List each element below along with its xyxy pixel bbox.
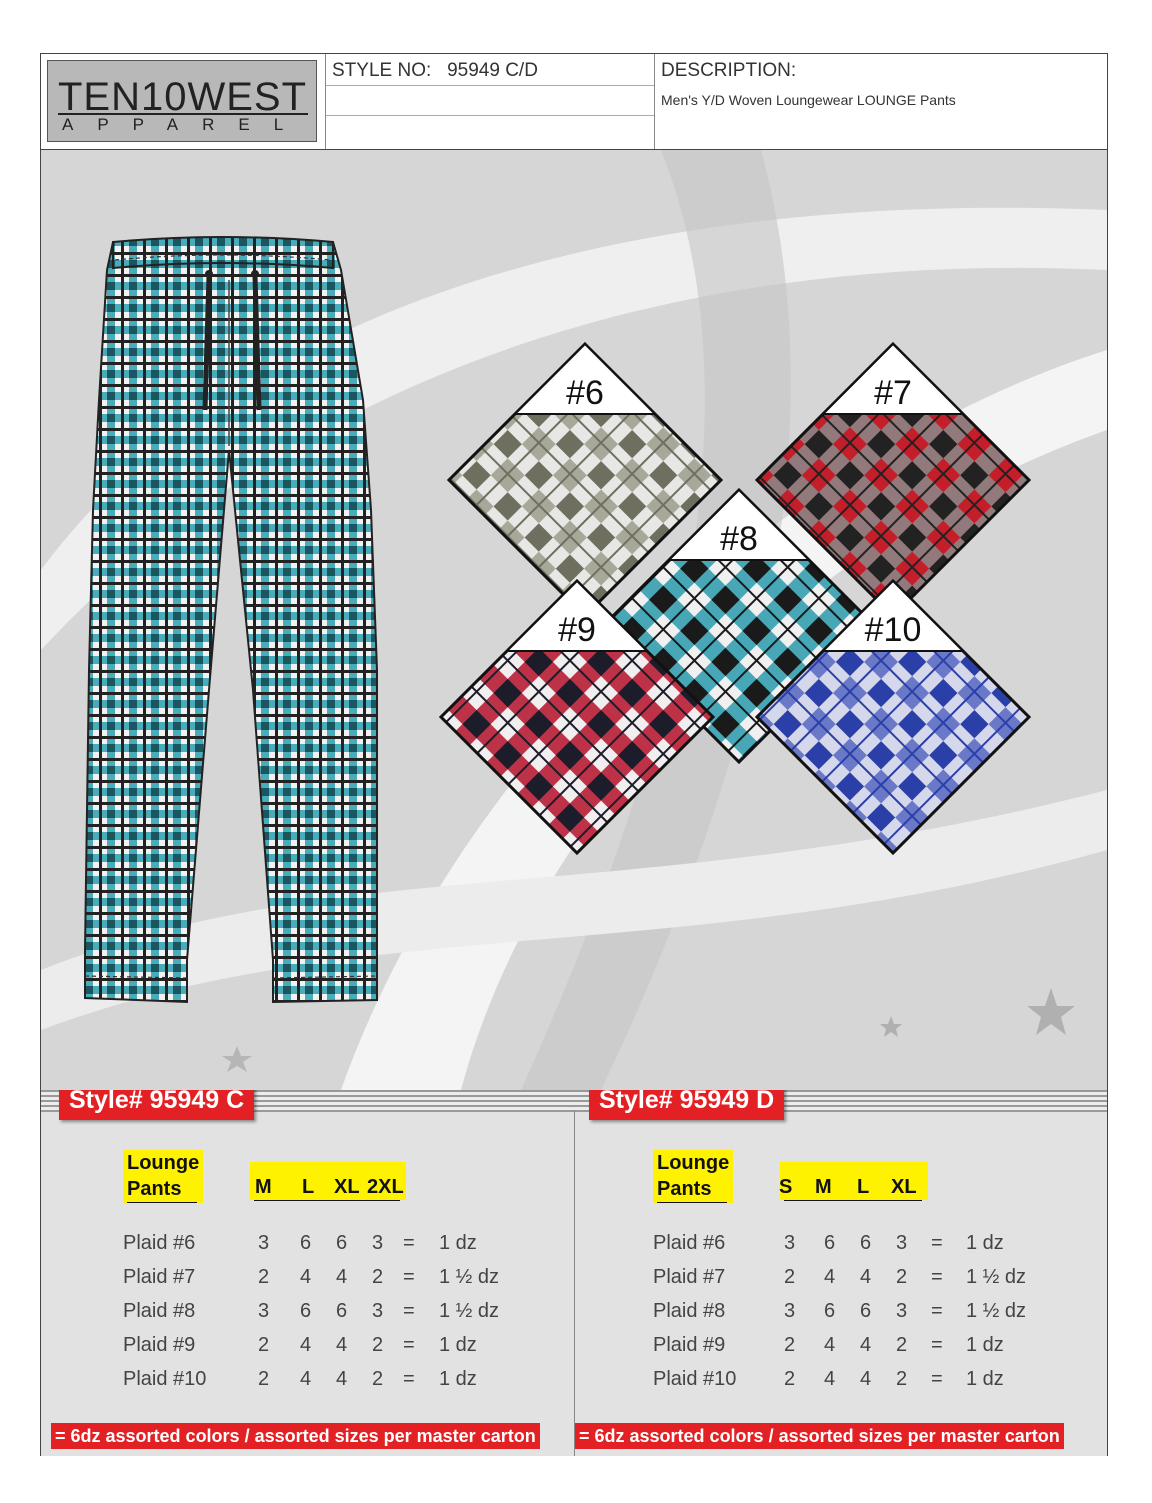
total-cell: 1 ½ dz [966,1300,1027,1322]
qty-cell: 6 [860,1232,872,1254]
qty-cell: 4 [300,1368,312,1390]
qty-cell: 4 [860,1266,872,1288]
qty-cell: 6 [300,1232,312,1254]
qty-cell: 4 [824,1334,836,1356]
product-line-1: Lounge [127,1152,200,1174]
sheet-header [41,54,1107,150]
qty-cell: 6 [860,1300,872,1322]
qty-cell: 6 [824,1300,836,1322]
plaid-name: Plaid #10 [653,1368,737,1390]
style-number-label: STYLE NO: [332,60,432,81]
product-label [123,1150,203,1203]
swatch-label: #7 [874,374,912,412]
style-number-column [325,54,655,149]
carton-note: = 6dz assorted colors / assorted sizes per master carton [575,1423,1064,1449]
description-value: Men's Y/D Woven Loungewear LOUNGE Pants [661,92,956,108]
plaid-name: Plaid #6 [653,1232,726,1254]
equals-sign: = [403,1232,415,1254]
qty-cell: 3 [896,1232,908,1254]
plaid-name: Plaid #10 [123,1368,207,1390]
equals-sign: = [403,1266,415,1288]
size-underline [254,1200,400,1201]
qty-cell: 4 [824,1266,836,1288]
qty-cell: 2 [372,1266,384,1288]
qty-cell: 6 [336,1300,348,1322]
qty-cell: 4 [336,1334,348,1356]
total-cell: 1 dz [439,1368,477,1390]
pants-illustration [85,237,377,1002]
size-label: 2XL [367,1176,404,1198]
swatch-label: #8 [720,520,758,558]
swatch-label: #9 [558,611,596,649]
total-cell: 1 ½ dz [439,1300,500,1322]
qty-cell: 3 [784,1300,796,1322]
qty-cell: 2 [896,1334,908,1356]
equals-sign: = [931,1300,943,1322]
equals-sign: = [403,1334,415,1356]
swatch-label: #10 [864,611,922,649]
logo-wordmark: TEN10WEST [58,75,308,119]
total-cell: 1 dz [966,1232,1004,1254]
description-label: DESCRIPTION: [661,60,797,81]
size-label: L [302,1176,315,1198]
plaid-name: Plaid #7 [653,1266,726,1288]
qty-cell: 2 [784,1368,796,1390]
plaid-name: Plaid #8 [123,1300,196,1322]
qty-cell: 2 [258,1266,270,1288]
total-cell: 1 dz [439,1232,477,1254]
qty-cell: 6 [300,1300,312,1322]
brand-logo [47,60,317,142]
equals-sign: = [931,1368,943,1390]
size-underline [784,1200,922,1201]
qty-cell: 2 [784,1266,796,1288]
qty-cell: 2 [372,1368,384,1390]
tech-sheet [40,53,1108,1456]
qty-cell: 2 [372,1334,384,1356]
plaid-name: Plaid #9 [123,1334,196,1356]
qty-cell: 2 [258,1334,270,1356]
qty-cell: 4 [300,1334,312,1356]
total-cell: 1 dz [439,1334,477,1356]
style-tag: Style# 95949 D [589,1090,784,1120]
artwork-canvas [41,150,1107,1090]
qty-cell: 2 [896,1368,908,1390]
qty-cell: 4 [824,1368,836,1390]
product-line-2: Pants [127,1176,197,1203]
product-label [653,1150,733,1203]
column-divider [574,1110,575,1456]
size-label: M [815,1176,832,1198]
qty-cell: 2 [784,1334,796,1356]
style-tag: Style# 95949 C [59,1090,254,1120]
qty-cell: 3 [896,1300,908,1322]
product-line-1: Lounge [657,1152,730,1174]
plaid-name: Plaid #6 [123,1232,196,1254]
qty-cell: 3 [258,1232,270,1254]
qty-cell: 4 [336,1266,348,1288]
plaid-name: Plaid #9 [653,1334,726,1356]
size-label: XL [891,1176,917,1198]
total-cell: 1 ½ dz [439,1266,500,1288]
plaid-name: Plaid #8 [653,1300,726,1322]
qty-cell: 4 [300,1266,312,1288]
total-cell: 1 dz [966,1368,1004,1390]
size-label: XL [334,1176,360,1198]
size-label: S [779,1176,793,1198]
equals-sign: = [403,1368,415,1390]
size-label: L [857,1176,870,1198]
blank-row [326,85,654,116]
product-line-2: Pants [657,1176,727,1203]
qty-cell: 6 [336,1232,348,1254]
qty-cell: 3 [784,1232,796,1254]
plaid-name: Plaid #7 [123,1266,196,1288]
artwork-area [41,150,1107,1090]
qty-cell: 2 [896,1266,908,1288]
logo-subtitle: APPAREL [62,115,308,134]
qty-cell: 2 [258,1368,270,1390]
qty-cell: 3 [372,1232,384,1254]
equals-sign: = [931,1232,943,1254]
qty-cell: 4 [860,1368,872,1390]
equals-sign: = [931,1334,943,1356]
style-number-value: 95949 C/D [447,60,538,81]
qty-cell: 4 [860,1334,872,1356]
size-label: M [255,1176,272,1198]
equals-sign: = [931,1266,943,1288]
swatch-label: #6 [566,374,604,412]
equals-sign: = [403,1300,415,1322]
qty-cell: 4 [336,1368,348,1390]
style-number [332,60,538,82]
qty-cell: 3 [372,1300,384,1322]
qty-cell: 3 [258,1300,270,1322]
order-breakdown [41,1090,1107,1456]
qty-cell: 6 [824,1232,836,1254]
carton-note: = 6dz assorted colors / assorted sizes per master carton [51,1423,540,1449]
total-cell: 1 ½ dz [966,1266,1027,1288]
total-cell: 1 dz [966,1334,1004,1356]
